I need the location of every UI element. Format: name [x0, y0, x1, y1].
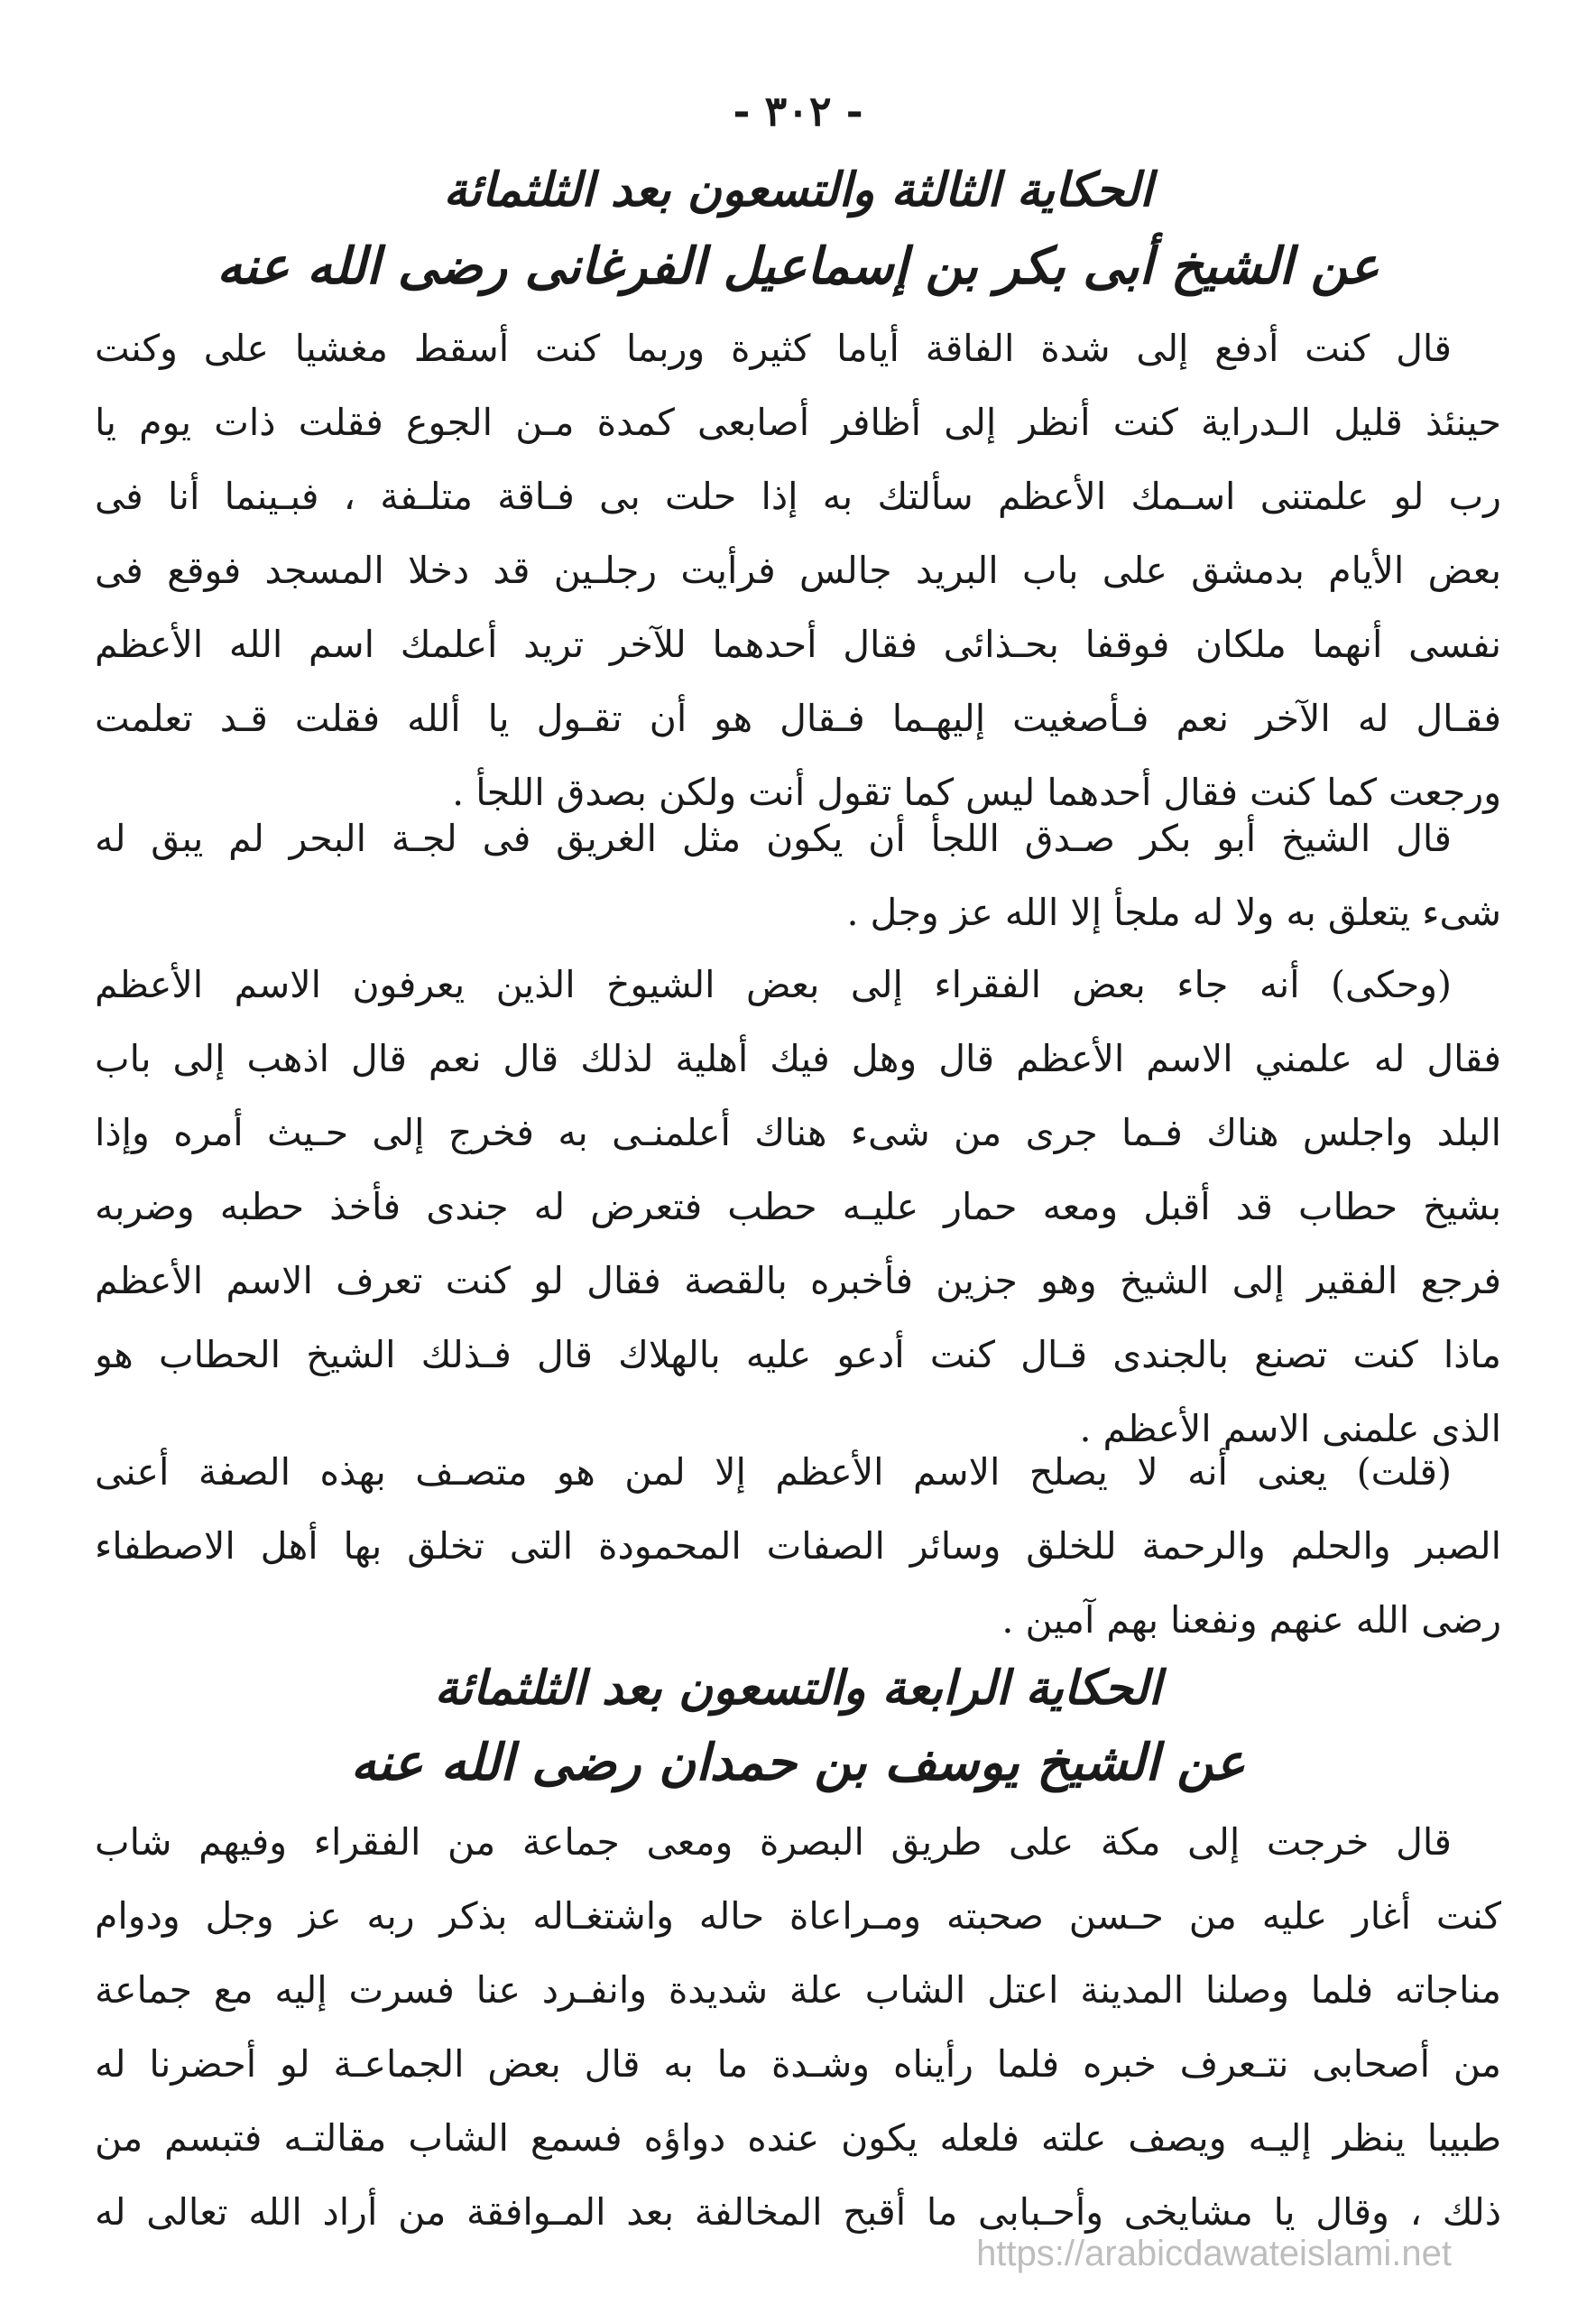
story-93-title: الحكاية الثالثة والتسعون بعد الثلثمائة — [443, 162, 1153, 217]
text-line: قال خرجت إلى مكة على طريق البصرة ومعى جماعة من الفقراء وفيهم شاب — [95, 1820, 1452, 1864]
text-line: (وحكى) أنه جاء بعض الفقراء إلى بعض الشيوخ الذين يعرفون الاسم الأعظم — [95, 963, 1452, 1006]
text-line: طبيبا ينظر إليـه ويصف علته فلعله يكون عنده دواؤه فسمع الشاب مقالتـه فتبسم من — [95, 2116, 1501, 2160]
text-line: ماذا كنت تصنع بالجندى قـال كنت أدعو عليه بالهلاك قال فـذلك الشيخ الحطاب هو — [95, 1333, 1501, 1376]
text-line: فرجع الفقير إلى الشيخ وهو جزين فأخبره بالقصة فقال لو كنت تعرف الاسم الأعظم — [95, 1259, 1501, 1302]
story-94-paragraph-1 — [95, 1805, 1501, 2249]
text-line: حينئذ قليل الـدراية كنت أنظر إلى أظافر أصابعى كمدة مـن الجوع فقلت ذات يوم يا — [95, 401, 1501, 444]
text-line: (قلت) يعنى أنه لا يصلح الاسم الأعظم إلا لمن هو متصـف بهذه الصفة أعنى — [95, 1450, 1452, 1494]
story-94-title: الحكاية الرابعة والتسعون بعد الثلثمائة — [434, 1661, 1162, 1716]
text-line: الصبر والحلم والرحمة للخلق وسائر الصفات المحمودة التى تخلق بها أهل الاصطفاء — [95, 1524, 1501, 1568]
text-line: البلد واجلس هناك فـما جرى من شىء هناك أعلمنـى به فخرج إلى حـيث أمره وإذا — [95, 1111, 1501, 1154]
text-line: بعض الأيام بدمشق على باب البريد جالس فرأيت رجلـين قد دخلا المسجد فوقع فى — [95, 549, 1501, 592]
text-line: من أصحابى نتـعرف خبره فلما رأيناه وشـدة ما به قال بعض الجماعـة لو أحضرنا له — [95, 2042, 1501, 2086]
watermark-url: https://arabicdawateislami.net — [976, 2234, 1452, 2273]
page-number: - ٣٠٢ - — [733, 87, 863, 135]
text-line: فقـال له الآخر نعم فـأصغيت إليهـما فـقال هو أن تقـول يا ألله فقلت قـد تعلمت — [95, 697, 1501, 740]
text-line: رب لو علمتنى اسـمك الأعظم سألتك به إذا حلت بى فـاقة متلـفة ، فبـينما أنا فى — [95, 475, 1501, 518]
text-line: شىء يتعلق به ولا له ملجأ إلا الله عز وجل . — [846, 891, 1501, 934]
story-94-subtitle: عن الشيخ يوسف بن حمدان رضى الله عنه — [350, 1733, 1246, 1792]
text-line: ذلك ، وقال يا مشايخى وأحـبابى ما أقبح المخالفة بعد المـوافقة من أراد الله تعالى له — [95, 2190, 1501, 2234]
text-line: الذى علمنى الاسم الأعظم . — [1079, 1407, 1501, 1450]
text-line: كنت أغار عليه من حـسن صحبته ومـراعاة حاله واشتغـاله بذكر ربه عز وجل ودوام — [95, 1894, 1501, 1938]
text-line: قال الشيخ أبو بكر صـدق اللجأ أن يكون مثل الغريق فى لجـة البحر لم يبق له — [95, 817, 1452, 860]
text-line: رضى الله عنهم ونفعنا بهم آمين . — [1001, 1598, 1501, 1642]
text-line: ورجعت كما كنت فقال أحدهما ليس كما تقول أنت ولكن بصدق اللجأ . — [452, 771, 1501, 814]
story-93-subtitle: عن الشيخ أبى بكر بن إسماعيل الفرغانى رضى الله عنه — [217, 236, 1379, 296]
story-93-paragraph-3 — [95, 948, 1501, 1466]
story-93-paragraph-4 — [95, 1435, 1501, 1657]
story-93-paragraph-1 — [95, 311, 1501, 829]
story-93-paragraph-2 — [95, 801, 1501, 949]
text-line: بشيخ حطاب قد أقبل ومعه حمار عليـه حطب فتعرض له جندى فأخذ حطبه وضربه — [95, 1185, 1501, 1228]
text-line: فقال له علمني الاسم الأعظم قال وهل فيك أهلية لذلك قال نعم قال اذهب إلى باب — [95, 1037, 1501, 1080]
text-line: قال كنت أدفع إلى شدة الفاقة أياما كثيرة وربما كنت أسقط مغشيا على وكنت — [95, 327, 1452, 370]
text-line: نفسى أنهما ملكان فوقفا بحـذائى فقال أحدهما للآخر تريد أعلمك اسم الله الأعظم — [95, 623, 1501, 666]
text-line: مناجاته فلما وصلنا المدينة اعتل الشاب علة شديدة وانفـرد عنا فسرت إليه مع جماعة — [95, 1968, 1501, 2012]
